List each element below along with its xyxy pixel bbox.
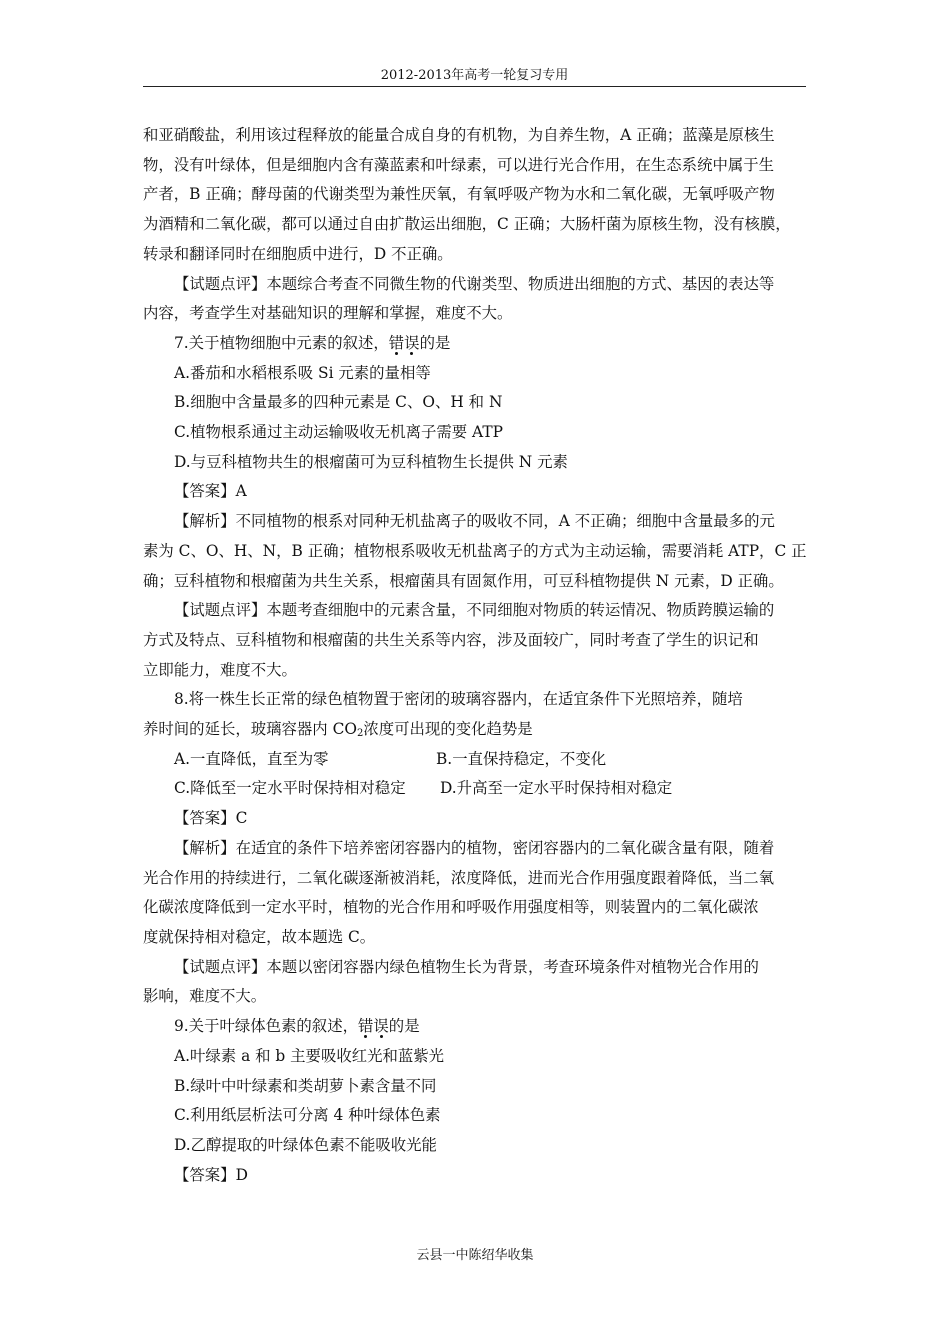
q9-option-b: B.绿叶中叶绿素和类胡萝卜素含量不同	[174, 1076, 437, 1095]
q8-option-a: A.一直降低，直至为零	[174, 749, 329, 768]
q8-option-c: C.降低至一定水平时保持相对稳定	[174, 779, 406, 798]
q7-option-d: D.与豆科植物共生的根瘤菌可为豆科植物生长提供 N 元素	[174, 452, 568, 471]
document-body	[143, 121, 813, 1190]
q6-analysis-line: 产者，B 正确；酵母菌的代谢类型为兼性厌氧，有氧呼吸产物为水和二氧化碳，无氧呼吸产物	[143, 185, 775, 204]
q8-stem-line: 8.将一株生长正常的绿色植物置于密闭的玻璃容器内，在适宜条件下光照培养，随培	[174, 690, 743, 709]
q6-comment-line: 【试题点评】本题综合考查不同微生物的代谢类型、物质进出细胞的方式、基因的表达等	[174, 274, 775, 293]
q8-analysis-line: 光合作用的持续进行，二氧化碳逐渐被消耗，浓度降低，进而光合作用强度跟着降低，当二氧	[143, 868, 775, 887]
q8-option-b: B.一直保持稳定，不变化	[436, 749, 607, 768]
emphasis-mark: 错	[357, 1017, 374, 1036]
q6-analysis-line: 物，没有叶绿体，但是细胞内含有藻蓝素和叶绿素，可以进行光合作用，在生态系统中属于生	[143, 155, 775, 174]
q7-option-b: B.细胞中含量最多的四种元素是 C、O、H 和 N	[174, 393, 503, 412]
q8-options-row-2	[143, 774, 813, 804]
q7-comment-line: 立即能力，难度不大。	[143, 660, 297, 679]
q7-analysis-line: 【解析】不同植物的根系对同种无机盐离子的吸收不同，A 不正确；细胞中含量最多的元	[174, 512, 775, 531]
q9-option-a: A.叶绿素 a 和 b 主要吸收红光和蓝紫光	[174, 1046, 445, 1065]
q8-option-d: D.升高至一定水平时保持相对稳定	[440, 779, 673, 798]
q9-answer: 【答案】D	[174, 1165, 248, 1184]
q9-stem: 9.关于叶绿体色素的叙述，错误的是	[174, 1017, 420, 1036]
q8-answer: 【答案】C	[174, 809, 248, 828]
q7-analysis-line: 素为 C、O、H、N，B 正确；植物根系吸收无机盐离子的方式为主动运输，需要消耗 ATP，C 正	[143, 541, 807, 560]
q6-analysis-line: 为酒精和二氧化碳，都可以通过自由扩散运出细胞，C 正确；大肠杆菌为原核生物，没有核膜，	[143, 215, 791, 234]
q8-stem-line: 养时间的延长，玻璃容器内 $CO_2$浓度可出现的变化趋势是	[143, 720, 533, 740]
emphasis-mark: 误	[404, 333, 420, 352]
q7-answer: 【答案】A	[174, 482, 247, 501]
emphasis-mark: 误	[373, 1017, 389, 1036]
q7-comment-line: 【试题点评】本题考查细胞中的元素含量，不同细胞对物质的转运情况、物质跨膜运输的	[174, 601, 775, 620]
q7-stem: 7.关于植物细胞中元素的叙述，错误的是	[174, 333, 451, 352]
q7-option-a: A.番茄和水稻根系吸 Si 元素的量相等	[174, 363, 431, 382]
q6-analysis-line: 转录和翻译同时在细胞质中进行，D 不正确。	[143, 244, 453, 263]
q8-analysis-line: 【解析】在适宜的条件下培养密闭容器内的植物，密闭容器内的二氧化碳含量有限，随着	[174, 838, 775, 857]
q8-comment-line: 【试题点评】本题以密闭容器内绿色植物生长为背景，考查环境条件对植物光合作用的	[174, 957, 759, 976]
q7-analysis-line: 确；豆科植物和根瘤菌为共生关系，根瘤菌具有固氮作用，可豆科植物提供 N 元素，D 正确。	[143, 571, 784, 590]
emphasis-mark: 错	[388, 333, 405, 352]
q7-option-c: C.植物根系通过主动运输吸收无机离子需要 ATP	[174, 423, 503, 442]
q8-analysis-line: 度就保持相对稳定，故本题选 C。	[143, 927, 376, 946]
page-footer: 云县一中陈绍华收集	[416, 1248, 534, 1263]
q6-comment-line: 内容，考查学生对基础知识的理解和掌握，难度不大。	[143, 304, 513, 323]
q8-comment-line: 影响，难度不大。	[143, 987, 267, 1006]
q9-option-d: D.乙醇提取的叶绿体色素不能吸收光能	[174, 1135, 437, 1154]
q8-analysis-line: 化碳浓度降低到一定水平时，植物的光合作用和呼吸作用强度相等，则装置内的二氧化碳浓	[143, 898, 759, 917]
q6-analysis-line: 和亚硝酸盐，利用该过程释放的能量合成自身的有机物，为自养生物，A 正确；蓝藻是原核生	[143, 126, 775, 144]
q7-comment-line: 方式及特点、豆科植物和根瘤菌的共生关系等内容，涉及面较广，同时考查了学生的识记和	[143, 630, 759, 649]
q8-options-row-1	[143, 745, 813, 775]
page-header: 2012-2013年高考一轮复习专用	[143, 66, 806, 87]
q9-option-c: C.利用纸层析法可分离 4 种叶绿体色素	[174, 1106, 441, 1125]
